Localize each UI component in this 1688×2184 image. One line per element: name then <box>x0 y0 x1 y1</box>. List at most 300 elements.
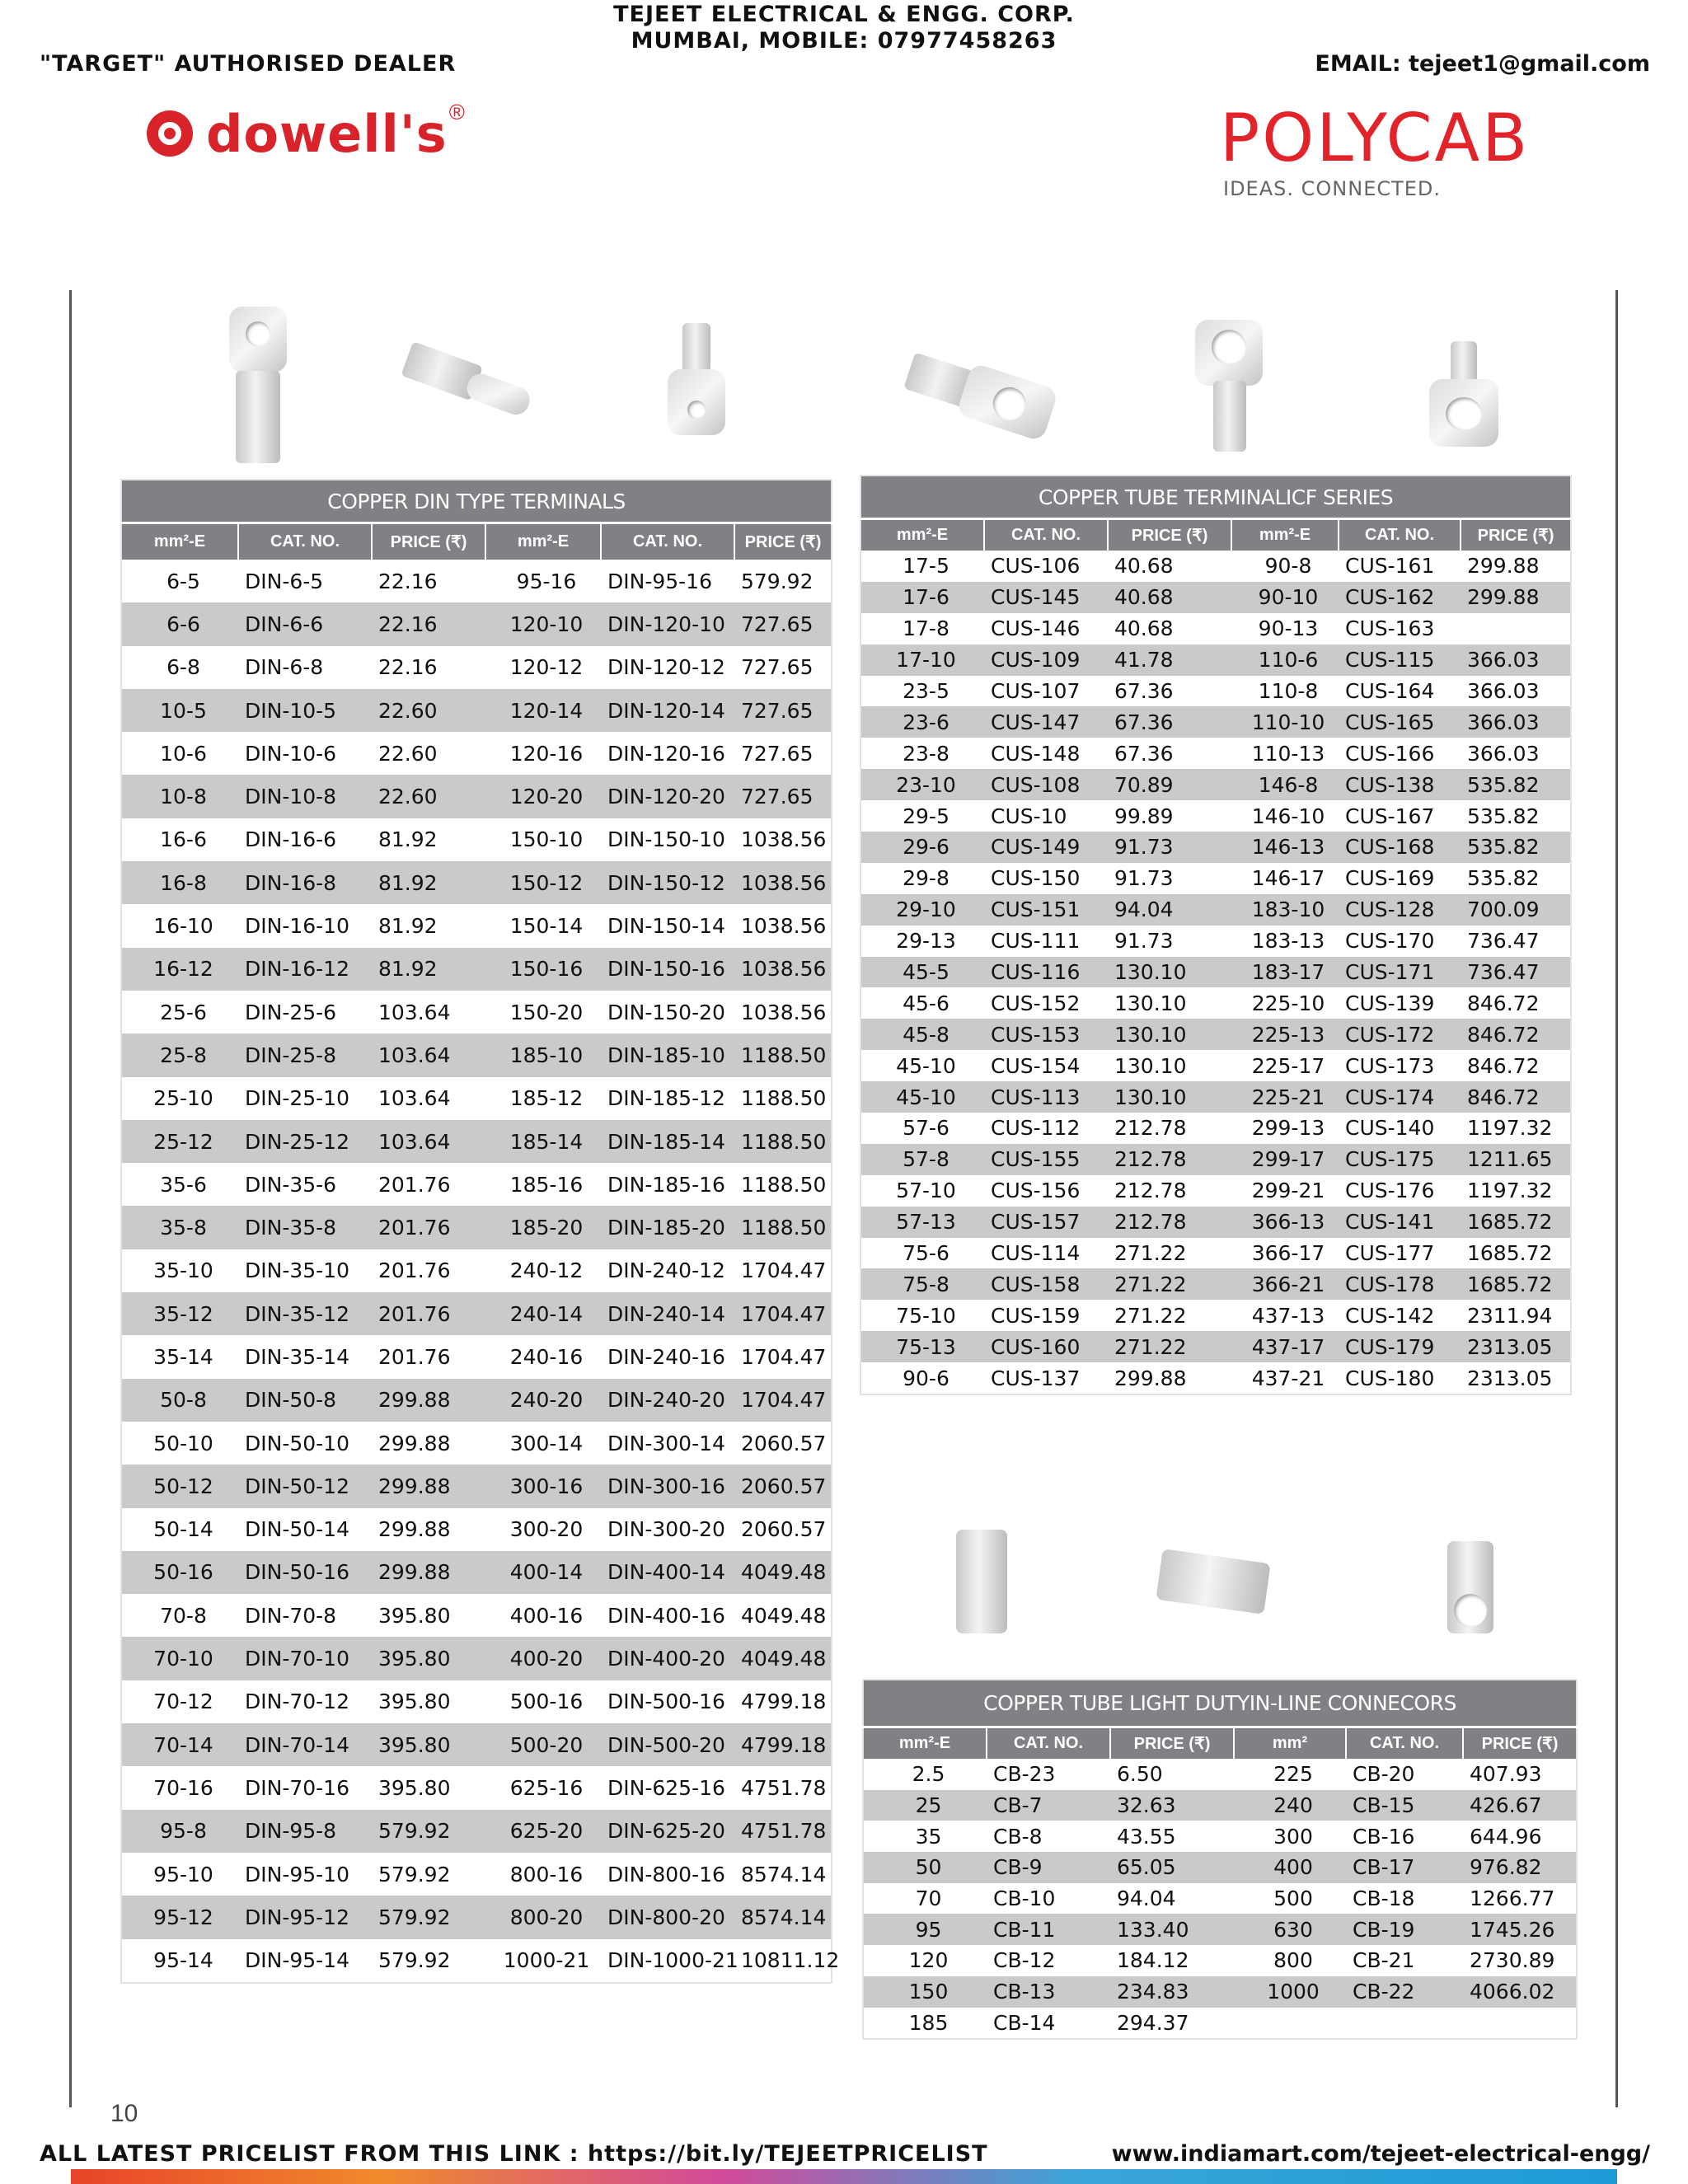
table-cell: CUS-164 <box>1339 676 1461 707</box>
table-cell: DIN-35-10 <box>238 1249 372 1292</box>
table-cell: 150-10 <box>485 818 601 861</box>
table-cell: DIN-95-14 <box>238 1939 372 1983</box>
table-cell: 22.60 <box>372 775 485 818</box>
table-row <box>121 689 832 732</box>
table-cell: DIN-400-14 <box>601 1551 734 1594</box>
table-row <box>860 1207 1571 1238</box>
table-cell: 120 <box>863 1945 987 1976</box>
polycab-tagline: IDEAS. CONNECTED. <box>1223 177 1442 200</box>
table-cell: DIN-70-16 <box>238 1766 372 1809</box>
table-cell: 81.92 <box>372 861 485 904</box>
table-cell: DIN-50-14 <box>238 1508 372 1551</box>
table-cell: 70-8 <box>121 1594 238 1637</box>
table-cell: CUS-106 <box>984 551 1108 582</box>
table-cell: 4799.18 <box>734 1680 832 1723</box>
table-cell: 212.78 <box>1108 1207 1231 1238</box>
table-row <box>863 1790 1577 1821</box>
table-cell: DIN-95-10 <box>238 1853 372 1896</box>
table-cell: 185-12 <box>485 1077 601 1120</box>
table-cell: 146-17 <box>1231 863 1339 894</box>
table-cell: CUS-142 <box>1339 1300 1461 1331</box>
table-row <box>121 775 832 818</box>
table-cell: 800-16 <box>485 1853 601 1896</box>
table-cell: 500 <box>1234 1883 1346 1915</box>
table-cell: 130.10 <box>1108 1019 1231 1050</box>
polycab-logo: POLYCAB <box>1220 100 1531 176</box>
table-cell: 45-10 <box>860 1081 984 1113</box>
table-cell: 103.64 <box>372 991 485 1033</box>
table-cell: 1188.50 <box>734 1033 832 1076</box>
table-cell: 45-10 <box>860 1050 984 1081</box>
table-cell: CUS-153 <box>984 1019 1108 1050</box>
table-cell: 366-17 <box>1231 1238 1339 1269</box>
table-cell: 81.92 <box>372 818 485 861</box>
table-cell: DIN-240-12 <box>601 1249 734 1292</box>
table-cell: DIN-25-8 <box>238 1033 372 1076</box>
table-cell: DIN-300-14 <box>601 1422 734 1465</box>
table-cell: 17-5 <box>860 551 984 582</box>
table-cell: 130.10 <box>1108 957 1231 988</box>
table-cell: 40.68 <box>1108 613 1231 644</box>
column-header: CAT. NO. <box>238 523 372 560</box>
table-cell: 300-14 <box>485 1422 601 1465</box>
table-cell: 2313.05 <box>1461 1362 1571 1394</box>
table-cell: 50-8 <box>121 1379 238 1422</box>
table-cell: 225-21 <box>1231 1081 1339 1113</box>
table-row <box>860 1175 1571 1207</box>
table-cell: 40.68 <box>1108 551 1231 582</box>
table-cell: DIN-50-8 <box>238 1379 372 1422</box>
table-cell: DIN-25-6 <box>238 991 372 1033</box>
table-cell: 1188.50 <box>734 1120 832 1163</box>
table-row <box>863 1914 1577 1945</box>
table-cell: 6-5 <box>121 560 238 602</box>
table-cell: DIN-16-8 <box>238 861 372 904</box>
dowells-mark-icon <box>147 110 193 157</box>
table-cell: 846.72 <box>1461 1081 1571 1113</box>
table-cell: 110-10 <box>1231 706 1339 738</box>
table-cell: 2730.89 <box>1463 1945 1577 1976</box>
table-cell: 1704.47 <box>734 1249 832 1292</box>
table-cell: 10-6 <box>121 732 238 775</box>
column-header: CAT. NO. <box>601 523 734 560</box>
table-cell: DIN-185-20 <box>601 1206 734 1249</box>
table-cell: 4066.02 <box>1463 1976 1577 2008</box>
table-cell: DIN-150-20 <box>601 991 734 1033</box>
table-cell: 150-12 <box>485 861 601 904</box>
table-cell: 1000-21 <box>485 1939 601 1983</box>
table-cell: CUS-115 <box>1339 644 1461 676</box>
table-cell: CUS-158 <box>984 1268 1108 1300</box>
table-cell: CUS-176 <box>1339 1175 1461 1207</box>
table-cell: 2313.05 <box>1461 1331 1571 1362</box>
table-cell: 395.80 <box>372 1766 485 1809</box>
table-row <box>121 732 832 775</box>
table-cell: CUS-128 <box>1339 894 1461 926</box>
table-cell: 727.65 <box>734 602 832 645</box>
table-cell: 846.72 <box>1461 1019 1571 1050</box>
table-cell: CUS-147 <box>984 706 1108 738</box>
table-cell <box>1463 2008 1577 2040</box>
table-cell: CUS-169 <box>1339 863 1461 894</box>
table-cell: 1704.47 <box>734 1335 832 1378</box>
table-cell: 395.80 <box>372 1723 485 1766</box>
table-cell: 535.82 <box>1461 863 1571 894</box>
table-cell: 16-12 <box>121 948 238 991</box>
table-cell: 1038.56 <box>734 818 832 861</box>
table-cell: 70-12 <box>121 1680 238 1723</box>
table-cell: CUS-171 <box>1339 957 1461 988</box>
table-cell: 2060.57 <box>734 1465 832 1507</box>
table-cell: CUS-154 <box>984 1050 1108 1081</box>
table-cell: 103.64 <box>372 1120 485 1163</box>
table-cell: 40.68 <box>1108 582 1231 613</box>
table-cell: 94.04 <box>1110 1883 1234 1915</box>
table-row <box>121 1465 832 1507</box>
table-cell: DIN-185-14 <box>601 1120 734 1163</box>
table-cell: DIN-50-12 <box>238 1465 372 1507</box>
table-cell: CUS-170 <box>1339 926 1461 957</box>
table-cell: DIN-25-10 <box>238 1077 372 1120</box>
table-row <box>860 551 1571 582</box>
table-cell: 4049.48 <box>734 1551 832 1594</box>
table-cell: 1038.56 <box>734 948 832 991</box>
table-cell: 185-16 <box>485 1163 601 1206</box>
table-cell: 8574.14 <box>734 1853 832 1896</box>
table-cell: 300-20 <box>485 1508 601 1551</box>
table-cell: 67.36 <box>1108 676 1231 707</box>
table-row <box>860 894 1571 926</box>
table-cell: 35-12 <box>121 1292 238 1335</box>
table-cell: 225 <box>1234 1759 1346 1790</box>
table-cell: CB-13 <box>987 1976 1110 2008</box>
table-cell: DIN-300-20 <box>601 1508 734 1551</box>
table-cell: CUS-172 <box>1339 1019 1461 1050</box>
table-cell: 299.88 <box>1461 582 1571 613</box>
table-cell: 29-10 <box>860 894 984 926</box>
email-address[interactable]: EMAIL: tejeet1@gmail.com <box>1315 51 1650 77</box>
table-cell: 212.78 <box>1108 1113 1231 1144</box>
table-cell: CUS-179 <box>1339 1331 1461 1362</box>
table-cell: 95-8 <box>121 1810 238 1853</box>
table-cell: DIN-120-14 <box>601 689 734 732</box>
table-cell: 234.83 <box>1110 1976 1234 2008</box>
table-cell: CB-23 <box>987 1759 1110 1790</box>
column-header: CAT. NO. <box>1339 519 1461 551</box>
table-cell: CB-16 <box>1346 1821 1463 1852</box>
table-cell: 535.82 <box>1461 832 1571 863</box>
table-cell: 81.92 <box>372 904 485 947</box>
table-cell: 2311.94 <box>1461 1300 1571 1331</box>
table-cell: 35-8 <box>121 1206 238 1249</box>
table-cell: 120-10 <box>485 602 601 645</box>
table-cell: 395.80 <box>372 1680 485 1723</box>
table-cell: 201.76 <box>372 1292 485 1335</box>
table-cell: 183-17 <box>1231 957 1339 988</box>
table-row <box>121 1077 832 1120</box>
column-header: mm² <box>1234 1727 1346 1760</box>
table-cell: DIN-150-10 <box>601 818 734 861</box>
din-lug-image-2 <box>393 326 542 440</box>
table-row <box>863 1821 1577 1852</box>
table-cell: 644.96 <box>1463 1821 1577 1852</box>
table-title: COPPER TUBE LIGHT DUTYIN-LINE CONNECORS <box>863 1680 1577 1727</box>
table-row <box>121 1896 832 1938</box>
table-cell: DIN-625-16 <box>601 1766 734 1809</box>
table-cell: 4751.78 <box>734 1766 832 1809</box>
table-cell: 535.82 <box>1461 800 1571 832</box>
table-cell: 1000 <box>1234 1976 1346 2008</box>
table-cell: DIN-150-12 <box>601 861 734 904</box>
table-cell: 32.63 <box>1110 1790 1234 1821</box>
table-cell: CUS-107 <box>984 676 1108 707</box>
table-row <box>121 1335 832 1378</box>
table-row <box>863 2008 1577 2040</box>
table-cell: 146-8 <box>1231 769 1339 800</box>
table-cell: 6-8 <box>121 646 238 689</box>
table-cell: CUS-139 <box>1339 987 1461 1019</box>
table-row <box>121 1249 832 1292</box>
table-row <box>860 738 1571 769</box>
table-cell: 800 <box>1234 1945 1346 1976</box>
table-cell: 299-13 <box>1231 1113 1339 1144</box>
table-cell: CUS-113 <box>984 1081 1108 1113</box>
table-cell: 57-6 <box>860 1113 984 1144</box>
table-cell: 240 <box>1234 1790 1346 1821</box>
table-row <box>121 1594 832 1637</box>
table-cell: 271.22 <box>1108 1300 1231 1331</box>
table-cell: 366.03 <box>1461 706 1571 738</box>
table-cell: 500-16 <box>485 1680 601 1723</box>
table-row <box>860 644 1571 676</box>
table-cell: DIN-10-8 <box>238 775 372 818</box>
cb-connector-image-3 <box>1447 1541 1493 1633</box>
table-row <box>121 1723 832 1766</box>
table-row <box>860 613 1571 644</box>
table-cell: DIN-10-5 <box>238 689 372 732</box>
table-cell: DIN-70-12 <box>238 1680 372 1723</box>
table-row <box>860 1300 1571 1331</box>
table-cell: 110-13 <box>1231 738 1339 769</box>
table-cell: CUS-109 <box>984 644 1108 676</box>
table-cell: CUS-116 <box>984 957 1108 988</box>
table-row <box>121 1810 832 1853</box>
table-cell: 366.03 <box>1461 738 1571 769</box>
table-cell: DIN-95-12 <box>238 1896 372 1938</box>
table-cell: 1266.77 <box>1463 1883 1577 1915</box>
table-cell: 95-14 <box>121 1939 238 1983</box>
table-row <box>121 646 832 689</box>
footer-color-bar <box>71 2169 1617 2184</box>
table-cell: 22.60 <box>372 689 485 732</box>
table-cell: 43.55 <box>1110 1821 1234 1852</box>
table-cell: CB-9 <box>987 1852 1110 1883</box>
table-cell: DIN-800-20 <box>601 1896 734 1938</box>
table-cell <box>1234 2008 1346 2040</box>
table-cell: 57-8 <box>860 1144 984 1175</box>
website-link[interactable]: www.indiamart.com/tejeet-electrical-engg/ <box>1111 2141 1650 2167</box>
table-cell: 50-16 <box>121 1551 238 1594</box>
table-cell: 150 <box>863 1976 987 2008</box>
column-header: PRICE (₹) <box>1110 1727 1234 1760</box>
left-frame-line <box>69 290 72 2107</box>
table-cell: 579.92 <box>372 1896 485 1938</box>
table-cell: 395.80 <box>372 1637 485 1680</box>
table-cell: DIN-400-16 <box>601 1594 734 1637</box>
table-cell: CUS-148 <box>984 738 1108 769</box>
table-cell: 75-10 <box>860 1300 984 1331</box>
table-cell: 130.10 <box>1108 1081 1231 1113</box>
table-cell: 201.76 <box>372 1206 485 1249</box>
table-row <box>121 602 832 645</box>
table-cell: 35-14 <box>121 1335 238 1378</box>
table-cell: DIN-120-10 <box>601 602 734 645</box>
table-cell: CUS-175 <box>1339 1144 1461 1175</box>
table-cell <box>1461 613 1571 644</box>
table-cell: 35 <box>863 1821 987 1852</box>
column-header: PRICE (₹) <box>372 523 485 560</box>
table-cell: 299.88 <box>1108 1362 1231 1394</box>
table-cell: 4799.18 <box>734 1723 832 1766</box>
column-header: PRICE (₹) <box>1108 519 1231 551</box>
table-cell: 299-17 <box>1231 1144 1339 1175</box>
table-row <box>121 1508 832 1551</box>
table-cell: 1038.56 <box>734 991 832 1033</box>
table-cell: CUS-140 <box>1339 1113 1461 1144</box>
table-cell: DIN-35-6 <box>238 1163 372 1206</box>
table-cell: 150-14 <box>485 904 601 947</box>
table-cell: CUS-168 <box>1339 832 1461 863</box>
table-cell: 299.88 <box>372 1422 485 1465</box>
table-cell: 1188.50 <box>734 1206 832 1249</box>
table-cell: 271.22 <box>1108 1331 1231 1362</box>
table-cell: 25 <box>863 1790 987 1821</box>
table-cell: DIN-6-5 <box>238 560 372 602</box>
table-cell: DIN-10-6 <box>238 732 372 775</box>
table-cell: 225-10 <box>1231 987 1339 1019</box>
table-row <box>121 818 832 861</box>
pricelist-link[interactable]: ALL LATEST PRICELIST FROM THIS LINK : https://bit.ly/TEJEETPRICELIST <box>40 2141 988 2167</box>
table-cell: 29-6 <box>860 832 984 863</box>
table-cell: 225-17 <box>1231 1050 1339 1081</box>
table-cell: 2060.57 <box>734 1508 832 1551</box>
table-cell: CUS-138 <box>1339 769 1461 800</box>
table-cell: 366-13 <box>1231 1207 1339 1238</box>
table-cell: 437-21 <box>1231 1362 1339 1394</box>
table-cell: 6.50 <box>1110 1759 1234 1790</box>
table-cell: 395.80 <box>372 1594 485 1637</box>
table-cell: 95 <box>863 1914 987 1945</box>
table-cell: CUS-111 <box>984 926 1108 957</box>
table-row <box>860 769 1571 800</box>
table-cell: 225-13 <box>1231 1019 1339 1050</box>
table-row <box>860 1019 1571 1050</box>
table-cell: 185 <box>863 2008 987 2040</box>
table-cell: 800-20 <box>485 1896 601 1938</box>
table-cell: 400 <box>1234 1852 1346 1883</box>
table-cell: 94.04 <box>1108 894 1231 926</box>
table-cell: DIN-185-10 <box>601 1033 734 1076</box>
table-cell: 625-16 <box>485 1766 601 1809</box>
table-title: COPPER DIN TYPE TERMINALS <box>121 480 832 523</box>
table-cell <box>1346 2008 1463 2040</box>
table-cell: 45-8 <box>860 1019 984 1050</box>
cus-lug-image-3 <box>1429 341 1498 448</box>
table-cell: CB-14 <box>987 2008 1110 2040</box>
table-cell: 67.36 <box>1108 706 1231 738</box>
table-cell: 90-6 <box>860 1362 984 1394</box>
dowells-wordmark: dowell's <box>206 103 448 164</box>
table-row <box>860 1113 1571 1144</box>
table-cell: 579.92 <box>372 1939 485 1983</box>
table-cell: 4049.48 <box>734 1594 832 1637</box>
table-cell: 35-6 <box>121 1163 238 1206</box>
table-row <box>121 1163 832 1206</box>
table-cell: 736.47 <box>1461 957 1571 988</box>
table-cell: DIN-95-8 <box>238 1810 372 1853</box>
column-header: mm²-E <box>1231 519 1339 551</box>
table-cell: 201.76 <box>372 1249 485 1292</box>
table-cell: 41.78 <box>1108 644 1231 676</box>
table-cell: CUS-178 <box>1339 1268 1461 1300</box>
table-cell: DIN-50-10 <box>238 1422 372 1465</box>
table-cell: 579.92 <box>734 560 832 602</box>
table-cell: DIN-400-20 <box>601 1637 734 1680</box>
table-cell: 6-6 <box>121 602 238 645</box>
table-cell: DIN-6-8 <box>238 646 372 689</box>
table-cell: 300 <box>1234 1821 1346 1852</box>
company-contact: MUMBAI, MOBILE: 07977458263 <box>631 28 1057 54</box>
table-cell: 67.36 <box>1108 738 1231 769</box>
table-cell: 437-13 <box>1231 1300 1339 1331</box>
cb-connector-image-2 <box>1156 1549 1270 1615</box>
table-cell: 57-13 <box>860 1207 984 1238</box>
table-cell: 10-8 <box>121 775 238 818</box>
din-terminals-table <box>120 479 840 1984</box>
table-row <box>121 1680 832 1723</box>
table-cell: 1685.72 <box>1461 1268 1571 1300</box>
table-cell: 70-14 <box>121 1723 238 1766</box>
table-cell: CB-11 <box>987 1914 1110 1945</box>
table-row <box>121 861 832 904</box>
table-cell: 400-16 <box>485 1594 601 1637</box>
table-cell: 16-6 <box>121 818 238 861</box>
table-cell: DIN-240-20 <box>601 1379 734 1422</box>
table-row <box>121 1033 832 1076</box>
table-cell: 1038.56 <box>734 904 832 947</box>
table-cell: DIN-70-8 <box>238 1594 372 1637</box>
table-cell: 727.65 <box>734 775 832 818</box>
table-cell: DIN-150-14 <box>601 904 734 947</box>
table-cell: CUS-108 <box>984 769 1108 800</box>
table-cell: 23-5 <box>860 676 984 707</box>
table-cell: 45-5 <box>860 957 984 988</box>
table-cell: DIN-185-12 <box>601 1077 734 1120</box>
table-cell: DIN-35-12 <box>238 1292 372 1335</box>
table-cell: 1188.50 <box>734 1163 832 1206</box>
table-cell: CUS-166 <box>1339 738 1461 769</box>
din-lug-image-3 <box>666 323 727 438</box>
table-cell: 90-13 <box>1231 613 1339 644</box>
table-cell: 35-10 <box>121 1249 238 1292</box>
table-cell: CUS-165 <box>1339 706 1461 738</box>
table-cell: CB-17 <box>1346 1852 1463 1883</box>
table-cell: 736.47 <box>1461 926 1571 957</box>
table-cell: 29-13 <box>860 926 984 957</box>
table-cell: 185-20 <box>485 1206 601 1249</box>
table-cell: 91.73 <box>1108 926 1231 957</box>
table-cell: 25-10 <box>121 1077 238 1120</box>
